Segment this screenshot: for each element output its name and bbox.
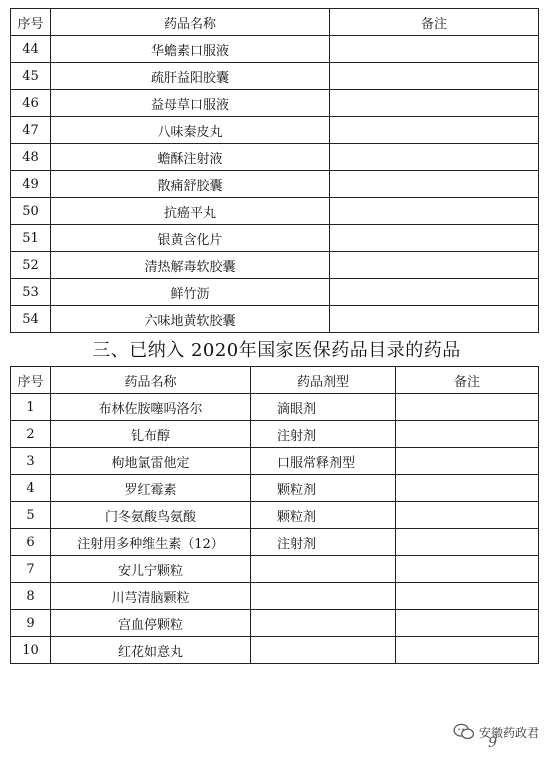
table-row xyxy=(11,556,539,583)
cell-remarks xyxy=(396,394,539,421)
cell-remarks xyxy=(330,198,539,225)
cell-remarks xyxy=(330,279,539,306)
header-remarks: 备注 xyxy=(396,367,539,394)
table-row xyxy=(11,448,539,475)
cell-drug-name: 八味秦皮丸 xyxy=(51,117,330,144)
cell-serial: 3 xyxy=(11,448,51,475)
cell-dosage-form: 口服常释剂型 xyxy=(251,448,396,475)
header-drug-name: 药品名称 xyxy=(51,9,330,36)
cell-serial: 2 xyxy=(11,421,51,448)
table-row xyxy=(11,583,539,610)
table-row xyxy=(11,610,539,637)
table-row xyxy=(11,529,539,556)
cell-remarks xyxy=(330,306,539,333)
cell-serial: 4 xyxy=(11,475,51,502)
cell-remarks xyxy=(330,117,539,144)
table-row xyxy=(11,252,539,279)
page-number: 9 xyxy=(488,735,497,751)
cell-remarks xyxy=(330,36,539,63)
cell-drug-name: 红花如意丸 xyxy=(51,637,251,664)
cell-drug-name: 川芎清脑颗粒 xyxy=(51,583,251,610)
table-row xyxy=(11,306,539,333)
cell-remarks xyxy=(396,556,539,583)
cell-serial: 53 xyxy=(11,279,51,306)
header-serial: 序号 xyxy=(11,9,51,36)
cell-serial: 51 xyxy=(11,225,51,252)
cell-serial: 50 xyxy=(11,198,51,225)
cell-serial: 45 xyxy=(11,63,51,90)
cell-drug-name: 益母草口服液 xyxy=(51,90,330,117)
cell-drug-name: 门冬氨酸鸟氨酸 xyxy=(51,502,251,529)
table-row xyxy=(11,225,539,252)
cell-serial: 44 xyxy=(11,36,51,63)
cell-dosage-form xyxy=(251,583,396,610)
cell-serial: 48 xyxy=(11,144,51,171)
cell-serial: 8 xyxy=(11,583,51,610)
cell-dosage-form: 注射剂 xyxy=(251,529,396,556)
cell-serial: 5 xyxy=(11,502,51,529)
table-row xyxy=(11,394,539,421)
cell-drug-name: 枸地氯雷他定 xyxy=(51,448,251,475)
cell-dosage-form: 滴眼剂 xyxy=(251,394,396,421)
drug-table-included xyxy=(10,366,539,664)
header-drug-name: 药品名称 xyxy=(51,367,251,394)
cell-drug-name: 银黄含化片 xyxy=(51,225,330,252)
cell-drug-name: 宫血停颗粒 xyxy=(51,610,251,637)
cell-dosage-form xyxy=(251,556,396,583)
cell-serial: 47 xyxy=(11,117,51,144)
cell-remarks xyxy=(330,171,539,198)
cell-remarks xyxy=(330,225,539,252)
header-dosage-form: 药品剂型 xyxy=(251,367,396,394)
cell-drug-name: 散痛舒胶囊 xyxy=(51,171,330,198)
cell-remarks xyxy=(396,529,539,556)
table-row xyxy=(11,475,539,502)
cell-dosage-form: 颗粒剂 xyxy=(251,475,396,502)
cell-remarks xyxy=(330,63,539,90)
cell-serial: 49 xyxy=(11,171,51,198)
table-row xyxy=(11,279,539,306)
cell-drug-name: 华蟾素口服液 xyxy=(51,36,330,63)
table-row xyxy=(11,36,539,63)
cell-serial: 52 xyxy=(11,252,51,279)
table-row xyxy=(11,637,539,664)
cell-remarks xyxy=(330,144,539,171)
table-row xyxy=(11,421,539,448)
cell-serial: 1 xyxy=(11,394,51,421)
cell-remarks xyxy=(396,475,539,502)
drug-table-continued xyxy=(10,8,539,333)
cell-drug-name: 鲜竹沥 xyxy=(51,279,330,306)
cell-remarks xyxy=(396,421,539,448)
cell-serial: 46 xyxy=(11,90,51,117)
cell-drug-name: 钆布醇 xyxy=(51,421,251,448)
table-row xyxy=(11,63,539,90)
cell-remarks xyxy=(396,448,539,475)
cell-serial: 6 xyxy=(11,529,51,556)
table-row xyxy=(11,90,539,117)
watermark-text: 安徽药政君 xyxy=(478,725,539,740)
cell-serial: 54 xyxy=(11,306,51,333)
wechat-icon xyxy=(453,723,475,741)
table-header-row xyxy=(11,367,539,394)
header-remarks: 备注 xyxy=(330,9,539,36)
cell-serial: 10 xyxy=(11,637,51,664)
table-row xyxy=(11,502,539,529)
table-row xyxy=(11,198,539,225)
table-row xyxy=(11,117,539,144)
cell-dosage-form: 颗粒剂 xyxy=(251,502,396,529)
cell-drug-name: 疏肝益阳胶囊 xyxy=(51,63,330,90)
cell-serial: 7 xyxy=(11,556,51,583)
cell-drug-name: 六味地黄软胶囊 xyxy=(51,306,330,333)
cell-drug-name: 罗红霉素 xyxy=(51,475,251,502)
section-heading: 三、已纳入 2020年国家医保药品目录的药品 xyxy=(92,340,461,361)
cell-drug-name: 注射用多种维生素（12） xyxy=(51,529,251,556)
cell-drug-name: 清热解毒软胶囊 xyxy=(51,252,330,279)
cell-dosage-form xyxy=(251,610,396,637)
cell-drug-name: 布林佐胺噻吗洛尔 xyxy=(51,394,251,421)
cell-remarks xyxy=(330,252,539,279)
cell-drug-name: 安儿宁颗粒 xyxy=(51,556,251,583)
table-row xyxy=(11,171,539,198)
table-row xyxy=(11,144,539,171)
cell-remarks xyxy=(396,637,539,664)
cell-remarks xyxy=(396,610,539,637)
cell-remarks xyxy=(396,502,539,529)
table-header-row xyxy=(11,9,539,36)
cell-remarks xyxy=(330,90,539,117)
cell-drug-name: 蟾酥注射液 xyxy=(51,144,330,171)
cell-drug-name: 抗癌平丸 xyxy=(51,198,330,225)
cell-dosage-form: 注射剂 xyxy=(251,421,396,448)
cell-dosage-form xyxy=(251,637,396,664)
header-serial: 序号 xyxy=(11,367,51,394)
cell-serial: 9 xyxy=(11,610,51,637)
cell-remarks xyxy=(396,583,539,610)
